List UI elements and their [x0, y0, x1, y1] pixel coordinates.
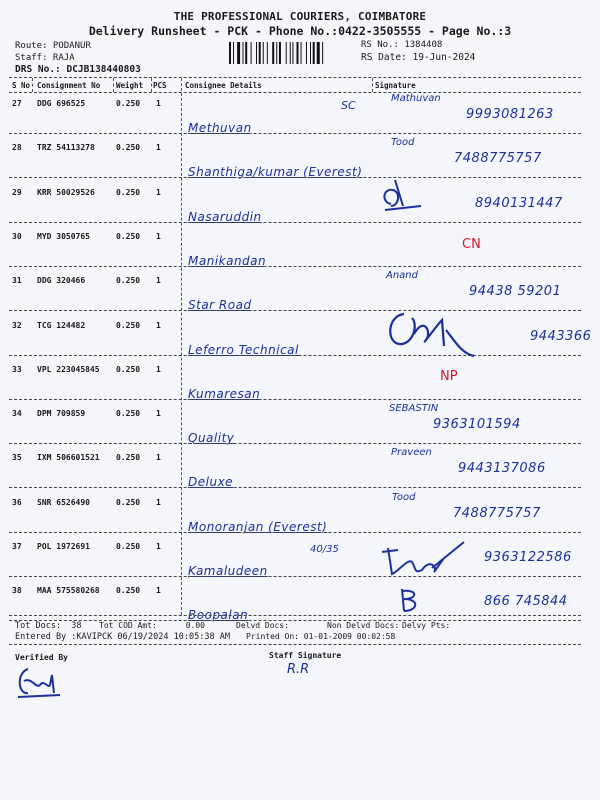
row-sno: 29 — [12, 188, 22, 197]
row-weight: 0.250 — [116, 99, 141, 108]
row-consignee-handwritten: Kumaresan — [188, 387, 261, 401]
rs-number: RS No.: 1384408 — [361, 40, 443, 50]
row-rule — [9, 222, 581, 223]
tot-cod: Tot COD Amt: 0.00 — [99, 621, 205, 630]
row-pcs: 1 — [156, 542, 161, 551]
row-rule — [9, 177, 581, 178]
company-name: THE PROFESSIONAL COURIERS, COIMBATORE — [173, 10, 427, 23]
non-delvd-docs: Non Delvd Docs: — [327, 621, 400, 630]
printed-on: Printed On: 01-01-2009 00:02:58 — [246, 632, 396, 641]
row-sno: 27 — [12, 99, 22, 108]
row-consignee-handwritten: Monoranjan (Everest) — [188, 520, 328, 534]
row-pcs: 1 — [156, 498, 161, 507]
row-consignment-no: KRR 50029526 — [37, 188, 95, 197]
staff: Staff: RAJA — [15, 52, 75, 63]
col-divider — [32, 78, 33, 92]
col-divider — [113, 78, 114, 92]
route: Route: PODANUR — [15, 41, 91, 51]
row-receiver-name: Praveen — [391, 447, 432, 458]
row-consignee-handwritten: Kamaludeen — [188, 564, 268, 578]
row-receiver-phone: 9363122586 — [484, 550, 572, 565]
staff-signature-label: Staff Signature — [269, 651, 342, 660]
row-sno: 36 — [12, 498, 22, 507]
row-weight: 0.250 — [116, 232, 141, 241]
row-pcs: 1 — [156, 99, 161, 108]
row-receiver-name: Tood — [391, 137, 415, 148]
tot-docs: Tot Docs: 38 — [15, 621, 82, 631]
col-divider — [372, 78, 373, 92]
row-rule — [9, 310, 581, 311]
row-rule — [9, 443, 581, 444]
row-rule — [9, 620, 581, 621]
annotation-cn: CN — [462, 237, 481, 252]
row-rule — [9, 355, 581, 356]
row-receiver-phone: 8940131447 — [475, 196, 563, 211]
col-divider — [151, 78, 152, 92]
signature-scribble — [394, 585, 424, 615]
row-sno: 37 — [12, 542, 22, 551]
row-consignee-handwritten: Manikandan — [188, 254, 267, 268]
row-receiver-name: Anand — [386, 270, 418, 281]
row-pcs: 1 — [156, 143, 161, 152]
row-consignment-no: DDG 320466 — [37, 276, 86, 285]
row-consignee-handwritten: Quality — [188, 431, 235, 445]
footer-totals — [15, 621, 82, 631]
row-rule — [9, 399, 581, 400]
rs-date: RS Date: 19-Jun-2024 — [361, 51, 476, 63]
row-consignment-no: TRZ 54113278 — [37, 143, 95, 152]
col-consignment: Consignment No — [37, 81, 101, 90]
row-consignment-no: MAA 575580268 — [37, 586, 100, 595]
meta-right — [361, 40, 475, 63]
signature-scribble — [377, 174, 427, 218]
row-consignee-handwritten: Star Road — [188, 298, 252, 312]
col-signature: Signature — [375, 81, 416, 90]
row-pcs: 1 — [156, 321, 161, 330]
footer-rule — [9, 615, 581, 616]
row-consignee-handwritten: Boopalan — [188, 608, 249, 622]
runsheet-title: Delivery Runsheet - PCK - Phone No.:0422-3505555 - Page No.:3 — [88, 24, 512, 38]
row-consignee-handwritten: Leferro Technical — [188, 343, 299, 357]
row-receiver-name: Mathuvan — [391, 93, 441, 104]
header-bottom-rule — [9, 92, 581, 93]
row-weight: 0.250 — [116, 143, 141, 152]
row-rule — [9, 532, 581, 533]
row-pcs: 1 — [156, 276, 161, 285]
verified-signature-scribble — [14, 665, 64, 701]
row-weight: 0.250 — [116, 586, 141, 595]
row-weight: 0.250 — [116, 498, 141, 507]
row-receiver-phone: 7488775757 — [454, 151, 542, 166]
annotation-sc: SC — [341, 99, 356, 112]
row-weight: 0.250 — [116, 542, 141, 551]
row-sno: 30 — [12, 232, 22, 241]
row-sno: 35 — [12, 453, 22, 462]
row-consignment-no: VPL 223045845 — [37, 365, 100, 374]
meta-left — [15, 41, 141, 76]
row-receiver-phone: 9443366 — [530, 329, 592, 344]
header-top-rule — [9, 77, 581, 78]
row-weight: 0.250 — [116, 409, 141, 418]
col-sno: S No — [12, 81, 31, 90]
row-receiver-phone: 9993081263 — [466, 107, 554, 122]
barcode-icon — [229, 42, 353, 64]
footer-bottom-rule — [9, 644, 581, 645]
row-consignee-handwritten: Methuvan — [188, 121, 252, 135]
row-receiver-phone: 9363101594 — [433, 417, 521, 432]
col-divider — [181, 78, 182, 615]
row-sno: 34 — [12, 409, 22, 418]
row-consignment-no: MYD 3050765 — [37, 232, 90, 241]
row-consignment-no: DDG 696525 — [37, 99, 86, 108]
row-consignee-handwritten: Shanthiga/kumar (Everest) — [188, 165, 363, 179]
signature-scribble — [384, 306, 479, 358]
row-receiver-name: SEBASTIN — [389, 403, 439, 414]
staff-signature-hand: R.R — [287, 662, 310, 677]
col-weight: Weight — [116, 81, 144, 90]
row-receiver-phone: 866 745844 — [484, 594, 568, 609]
row-pcs: 1 — [156, 188, 161, 197]
row-sno: 38 — [12, 586, 22, 595]
row-sno: 33 — [12, 365, 22, 374]
verified-by: Verified By — [15, 653, 68, 662]
row-consignment-no: DPM 709859 — [37, 409, 86, 418]
row-consignee-handwritten: Nasaruddin — [188, 210, 262, 224]
row-weight: 0.250 — [116, 188, 141, 197]
row-consignment-no: TCG 124482 — [37, 321, 86, 330]
row-consignment-no: SNR 6526490 — [37, 498, 90, 507]
row-sno: 32 — [12, 321, 22, 330]
row-pcs: 1 — [156, 453, 161, 462]
row-weight: 0.250 — [116, 453, 141, 462]
delvy-pts: Delvy Pts: — [402, 621, 451, 630]
row-consignee-handwritten: Deluxe — [188, 475, 234, 489]
row-consignment-no: IXM 506601521 — [37, 453, 100, 462]
row-weight: 0.250 — [116, 276, 141, 285]
row-rule — [9, 266, 581, 267]
row-pcs: 1 — [156, 365, 161, 374]
row-weight: 0.250 — [116, 321, 141, 330]
row-pcs: 1 — [156, 232, 161, 241]
row-receiver-name: Tood — [392, 492, 416, 503]
row-rule — [9, 576, 581, 577]
annotation-note: 40/35 — [310, 544, 339, 555]
row-weight: 0.250 — [116, 365, 141, 374]
annotation-np: NP — [440, 369, 458, 384]
row-receiver-phone: 7488775757 — [453, 506, 541, 521]
col-consignee: Consignee Details — [185, 81, 262, 90]
signature-scribble — [378, 538, 468, 580]
row-sno: 28 — [12, 143, 22, 152]
row-receiver-phone: 94438 59201 — [469, 284, 562, 299]
row-pcs: 1 — [156, 409, 161, 418]
col-pcs: PCS — [153, 81, 167, 90]
entered-by: Entered By :KAVIPCK 06/19/2024 10:05:38 AM — [15, 632, 230, 642]
row-pcs: 1 — [156, 586, 161, 595]
row-consignment-no: POL 1972691 — [37, 542, 90, 551]
row-rule — [9, 133, 581, 134]
delvd-docs: Delvd Docs: — [236, 621, 289, 630]
row-rule — [9, 487, 581, 488]
row-sno: 31 — [12, 276, 22, 285]
row-receiver-phone: 9443137086 — [458, 461, 546, 476]
drs-number: DRS No.: DCJB138440803 — [15, 64, 141, 75]
